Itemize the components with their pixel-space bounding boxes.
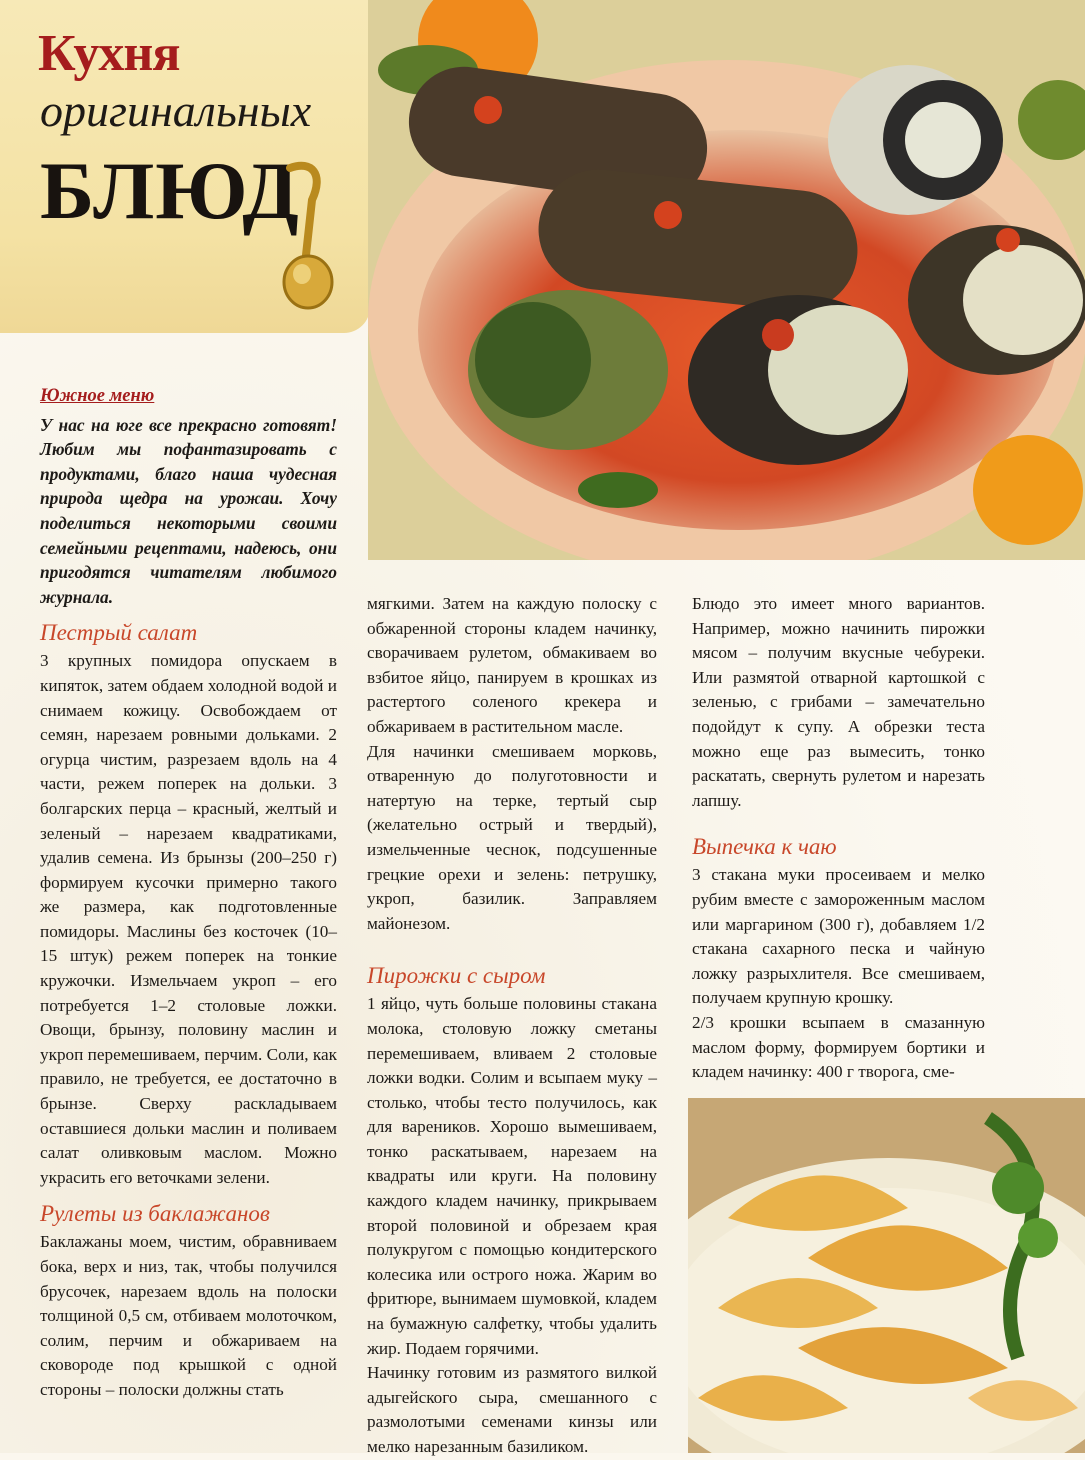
pastry-text: 3 стакана муки просеиваем и мелко рубим вместе с замороженным маслом или маргарином (300 г), добавляем 1/2 стакана сахарного песка и чайную ложку разрыхлителя. Все смешиваем, получаем крупную крошку.: [692, 865, 985, 1008]
salad-text: 3 крупных помидора опускаем в кипяток, затем обдаем холодной водой и снимаем кожицу. Освобождаем от семян, нарезаем ровными дольками. 2 огурца чистим, разрезаем вдоль на 4 части, режем поперек на дольки. 3 болгарских перца – красный, желтый и зеленый – нарезаем квадратиками, удалив семена. Из брынзы (200–250 г) формируем кусочки примерно такого же размера, как подготовленные помидоры. Маслины без косточек (10–15 штук) режем поперек на тонкие кружочки. Измельчаем укроп – его потребуется 1–2 столовые ложки. Овощи, брынзу, половину маслин и укроп перемешиваем, перчим. Соли, как правило, не требуется, ее достаточно в брынзе. Сверху раскладываем оставшиеся дольки маслин и поливаем салат оливковым маслом. Можно украсить его веточками зелени.: [40, 651, 337, 1187]
pies-filling-text: Начинку готовим из размятого вилкой адыгейского сыра, смешанного с размолотыми семенами кинзы или мелко нарезанным базиликом.: [367, 1363, 657, 1456]
pies-heading: Пирожки с сыром: [367, 963, 546, 989]
column-3: [692, 592, 985, 1085]
pastries-illustration: [688, 1098, 1085, 1453]
pies-variants-text: Блюдо это имеет много вариантов. Например, можно начинить пирожки мясом – получим вкусные чебуреки. Или размятой отварной картошкой с зеленью, с грибами – замечательно подойдут к супу. А обрезки теста можно еще раз вымесить, тонко раскатать, свернуть рулетом и нарезать лапшу.: [692, 594, 985, 810]
intro-text: У нас на юге все прекрасно готовят! Любим мы пофантазировать с продуктами, благо наша чудесная природа щедра на урожаи. Хочу поделиться некоторыми своими семейными рецептами, надеюсь, они пригодятся читателям любимого журнала.: [40, 414, 337, 607]
salad-heading: Пестрый салат: [40, 620, 198, 646]
eggplant-rolls-photo: [368, 0, 1085, 560]
rolls-heading: Рулеты из баклажанов: [40, 1201, 270, 1227]
column-2: [367, 592, 657, 1460]
title-block: [0, 0, 370, 333]
pastries-photo: [688, 1098, 1085, 1453]
rolls-text-part1: Баклажаны моем, чистим, обравниваем бока, верх и низ, так, чтобы получился брусочек, нарезаем вдоль на полоски толщиной 0,5 см, отбиваем молоточком, солим, перчим и обжариваем на сковороде под крышкой с одной стороны – полоски должны стать: [40, 1232, 337, 1399]
rolls-text-part2: мягкими. Затем на каждую полоску с обжаренной стороны кладем начинку, сворачиваем рулетом, обмакиваем во взбитое яйцо, панируем в крошках из растертого соленого крекера и обжариваем в растительном масле.: [367, 594, 657, 736]
eggplant-rolls-illustration: [368, 0, 1085, 560]
column-1: [40, 384, 337, 1403]
rolls-filling-text: Для начинки смешиваем морковь, отваренную до полуготовности и натертую на терке, тертый сыр (желательно острый и твердый), измельченные чеснок, подсушенные грецкие орехи и зелень: петрушку, укроп, базилик. Заправляем майонезом.: [367, 741, 657, 933]
pies-text: 1 яйцо, чуть больше половины стакана молока, столовую ложку сметаны перемешиваем, вливаем 2 столовые ложки водки. Солим и всыпаем муку – столько, чтобы тесто получилось, как для вареников. Хорошо вымешиваем, тонко раскатываем, нарезаем на квадраты или круги. На половину каждого кладем начинку, прикрываем второй половиной и обрезаем края полукругом с помощью кондитерского колесика или острого ножа. Жарим во фритюре, вынимаем шумовкой, кладем на бумажную салфетку, чтобы удалить жир. Подаем горячими.: [367, 994, 657, 1358]
title-line-3: БЛЮД: [40, 145, 300, 236]
pastry-text-continued: 2/3 крошки всыпаем в смазанную маслом форму, формируем бортики и кладем начинку: 400 г творога, сме-: [692, 1012, 985, 1082]
title-line-1: Кухня: [38, 25, 180, 82]
pastry-heading: Выпечка к чаю: [692, 834, 837, 860]
ladle-icon: [272, 160, 352, 320]
intro-heading: Южное меню: [40, 386, 155, 406]
title-line-2: оригинальных: [40, 85, 312, 136]
